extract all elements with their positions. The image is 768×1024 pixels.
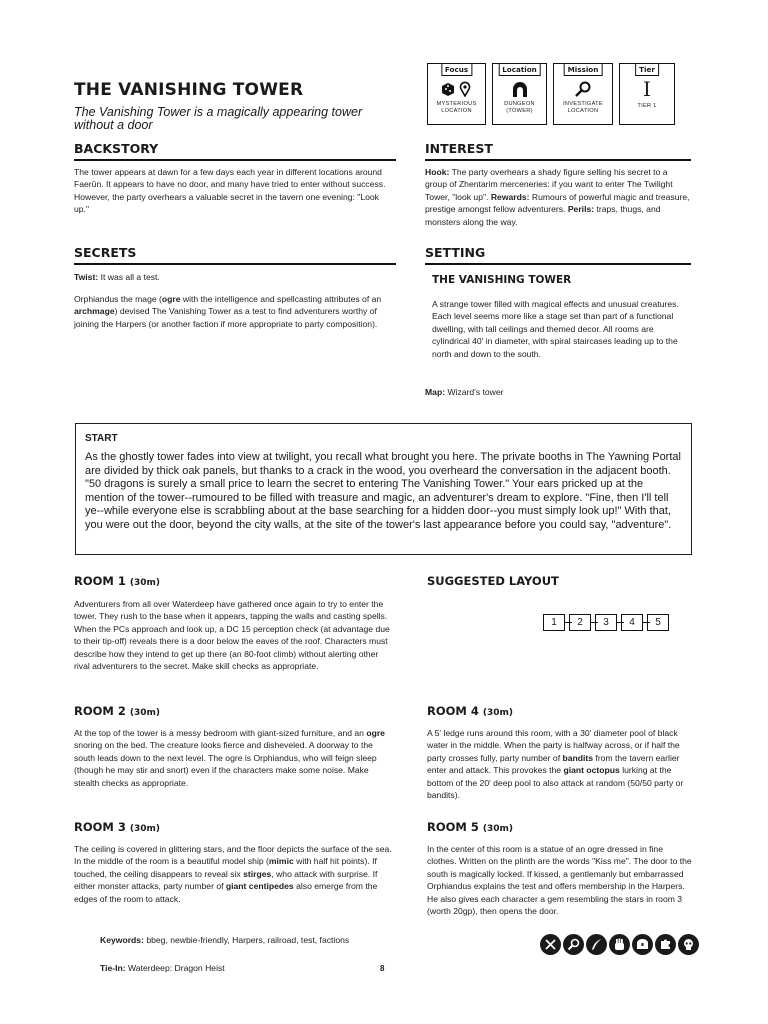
location-card-text: DUNGEON [504,101,535,107]
hook-text: The party overhears a shady figure selling his secret to a group of Zhentarim merceneries: if you want to enter The Twilight Tower, "look up". [425,167,673,202]
room3-text: The ceiling is covered in glittering stars, and the floor depicts the surface of the sea. In the middle of the room is a beautiful model ship (mimic with half hit points). If touched, the ceiling disappears to reveal six stirges, who attack with surprise. If either monster attacks, party number of giant centipedes also emerge from the edges of the room to attack. [74,844,392,904]
layout-room-5: 5 [647,614,669,631]
magnifier-icon [563,934,584,955]
tier-card [619,63,675,125]
focus-card-label: Focus [441,63,472,76]
map-label: Map: [425,387,446,397]
setting-map [425,386,504,398]
ogre-term: ogre [366,728,385,738]
keywords [100,934,349,946]
magnifier-icon [574,81,592,97]
setting-subheading: THE VANISHING TOWER [432,274,572,286]
dice-and-pin-icons [440,81,474,97]
interest-heading: INTEREST [425,141,691,161]
twist-label: Twist: [74,272,99,282]
mission-card-label: Mission [564,63,603,76]
page-subtitle: The Vanishing Tower is a magically appearing tower without a door [74,105,363,132]
page-number: 8 [380,964,385,973]
layout-heading: SUGGESTED LAYOUT [427,574,559,588]
focus-card-text: MYSTERIOUS [436,101,477,107]
perils-label: Perils: [567,204,595,215]
rewards-text: Rumours of powerful magic and treasure, prestige amongst fellow adventurers. [425,191,690,215]
tiein-text: Waterdeep: Dragon Heist [128,963,225,973]
perils-text: traps, thugs, and monsters along the way. [425,204,661,227]
giant-octopus-term: giant octopus [563,765,620,776]
dice-icon [442,83,454,96]
mission-card [553,63,613,125]
room2-heading: ROOM 2 (30m) [74,704,161,718]
room3-duration: (30m) [129,824,161,834]
crossed-swords-icon [540,934,561,955]
tier-card-text: TIER 1 [637,103,657,109]
mission-card-text: INVESTIGATE [563,101,603,107]
start-box [75,423,692,555]
giant-centipedes-term: giant centipedes [225,881,294,892]
bandits-term: bandits [562,752,594,763]
archway-icon [511,81,529,97]
location-card-text-2: (TOWER) [506,108,533,114]
location-card-label: Location [498,63,541,76]
secrets-text: Orphiandus the mage (ogre with the intelligence and spellcasting attributes of an archmage) devised The Vanishing Tower as a test to find adventurers worthy of joining the Harpers (or another faction if more appropriate to party composition). [74,294,382,329]
puzzle-icon [655,934,676,955]
quill-icon [586,934,607,955]
layout-room-1: 1 [543,614,565,631]
focus-card [427,63,486,125]
setting-text: A strange tower filled with magical effects and unusual creatures. Each level seems more like a stage set than part of a functional dwelling, with tall ceilings and themed decor. All rooms are cylindrical 40' in diameter, with spiral staircases leading up to the north and down to the south. [432,299,679,359]
page-title: THE VANISHING TOWER [74,80,304,100]
tier-numeral: I [643,77,651,101]
room1-duration: (30m) [129,578,161,588]
room2-text: At the top of the tower is a messy bedroom with giant-sized furniture, and an ogre snoring on the bed. The creature looks fierce and disheveled. A doorway to the south leads down to the next level. The ogre is Orphiandus, who will feign sleep (though he may stir and snort) even if the characters make some noise. Make stealth checks as appropriate. [74,728,385,788]
room4-heading: ROOM 4 (30m) [427,704,514,718]
tie-in [100,962,225,974]
map-pin-icon [460,82,469,96]
location-card [492,63,547,125]
layout-room-2: 2 [569,614,591,631]
room1-text: Adventurers from all over Waterdeep have gathered once again to try to enter the tower. They rush to the base when it appears, tapping the walls and casting spells. When the PCs approach and look up, a DC 15 perception check (at advantage due to their tip-off) reveals there is a door below the eaves of the roof. Characters must describe how they intend to get up there (an 80-foot climb) without alerting other rival adventurers to the secret. Make skill checks as appropriate. [74,599,390,672]
map-text: Wizard's tower [447,387,504,397]
room4-text: A 5' ledge runs around this room, with a 30' diameter pool of black water in the middle. When the party is halfway across, or if half the party crosses fully, party number of bandits from the tavern earlier enter and attack. This provokes the giant octopus lurking at the bottom of the 20' deep pool to also attack at random (50/50 party or bandits). [427,728,684,801]
room2-duration: (30m) [129,708,161,718]
room4-duration: (30m) [482,708,514,718]
keywords-text: bbeg, newbie-friendly, Harpers, railroad, test, factions [146,935,350,945]
keywords-label: Keywords: [100,935,144,945]
secrets-heading: SECRETS [74,245,396,265]
tier-card-label: Tier [635,63,659,76]
layout-room-3: 3 [595,614,617,631]
interest-text [425,166,691,228]
room1-heading: ROOM 1 (30m) [74,574,161,588]
archmage-term: archmage [74,306,115,317]
skull-icon [678,934,699,955]
hook-label: Hook: [425,167,450,177]
backstory-heading: BACKSTORY [74,141,396,161]
backstory-text: The tower appears at dawn for a few days each year in different locations around Faerûn. It appears to have no door, and many have tried to enter without success. However, the party overhears a valuable secret in the tavern one evening: "Look up." [74,167,386,215]
ogre-term: ogre [161,294,181,304]
secrets-twist [74,271,396,283]
room3-heading: ROOM 3 (30m) [74,820,161,834]
rewards-label: Rewards: [490,191,530,202]
hand-icon [609,934,630,955]
tiein-label: Tie-In: [100,963,126,973]
setting-heading: SETTING [425,245,691,265]
focus-card-text-2: LOCATION [441,108,472,114]
start-label: START [85,433,118,444]
mimic-term: mimic [268,856,294,867]
room5-text: In the center of this room is a statue of an ogre dressed in fine clothes. Written on the plinth are the words "Kiss me". The door to the south is magically locked. If kissed, a gentlemanly but embarrassed Orphiandus explains the test and offers membership in the Harpers. He also gives each character a gem resembling the stars in room 3 (worth 20gp), then opens the door. [427,844,692,917]
room5-heading: ROOM 5 (30m) [427,820,514,834]
chest-icon [632,934,653,955]
twist-text: It was all a test. [100,272,160,282]
stirges-term: stirges [243,868,272,879]
mission-card-text-2: LOCATION [567,108,599,114]
start-text: As the ghostly tower fades into view at twilight, you recall what brought you here. The private booths in The Yawning Portal are divided by thick oak panels, but thanks to a crack in the wood, you overheard the conversation in the adjacent booth. "50 dragons is surely a small price to learn the secret to entering The Vanishing Tower." Your ears pricked up at the mention of the tower--rumoured to be filled with treasure and magic, an adventurer's dream to explore. "Fine, then I'll tell ye--while everyone else is scrabbling about at the base searching for a hidden door--you must simply look up!" With that, you were out the door, beyond the city walls, at the site of the tower's last appearance before you could say, "adventure". [85,451,681,531]
layout-room-4: 4 [621,614,643,631]
room5-duration: (30m) [482,824,514,834]
